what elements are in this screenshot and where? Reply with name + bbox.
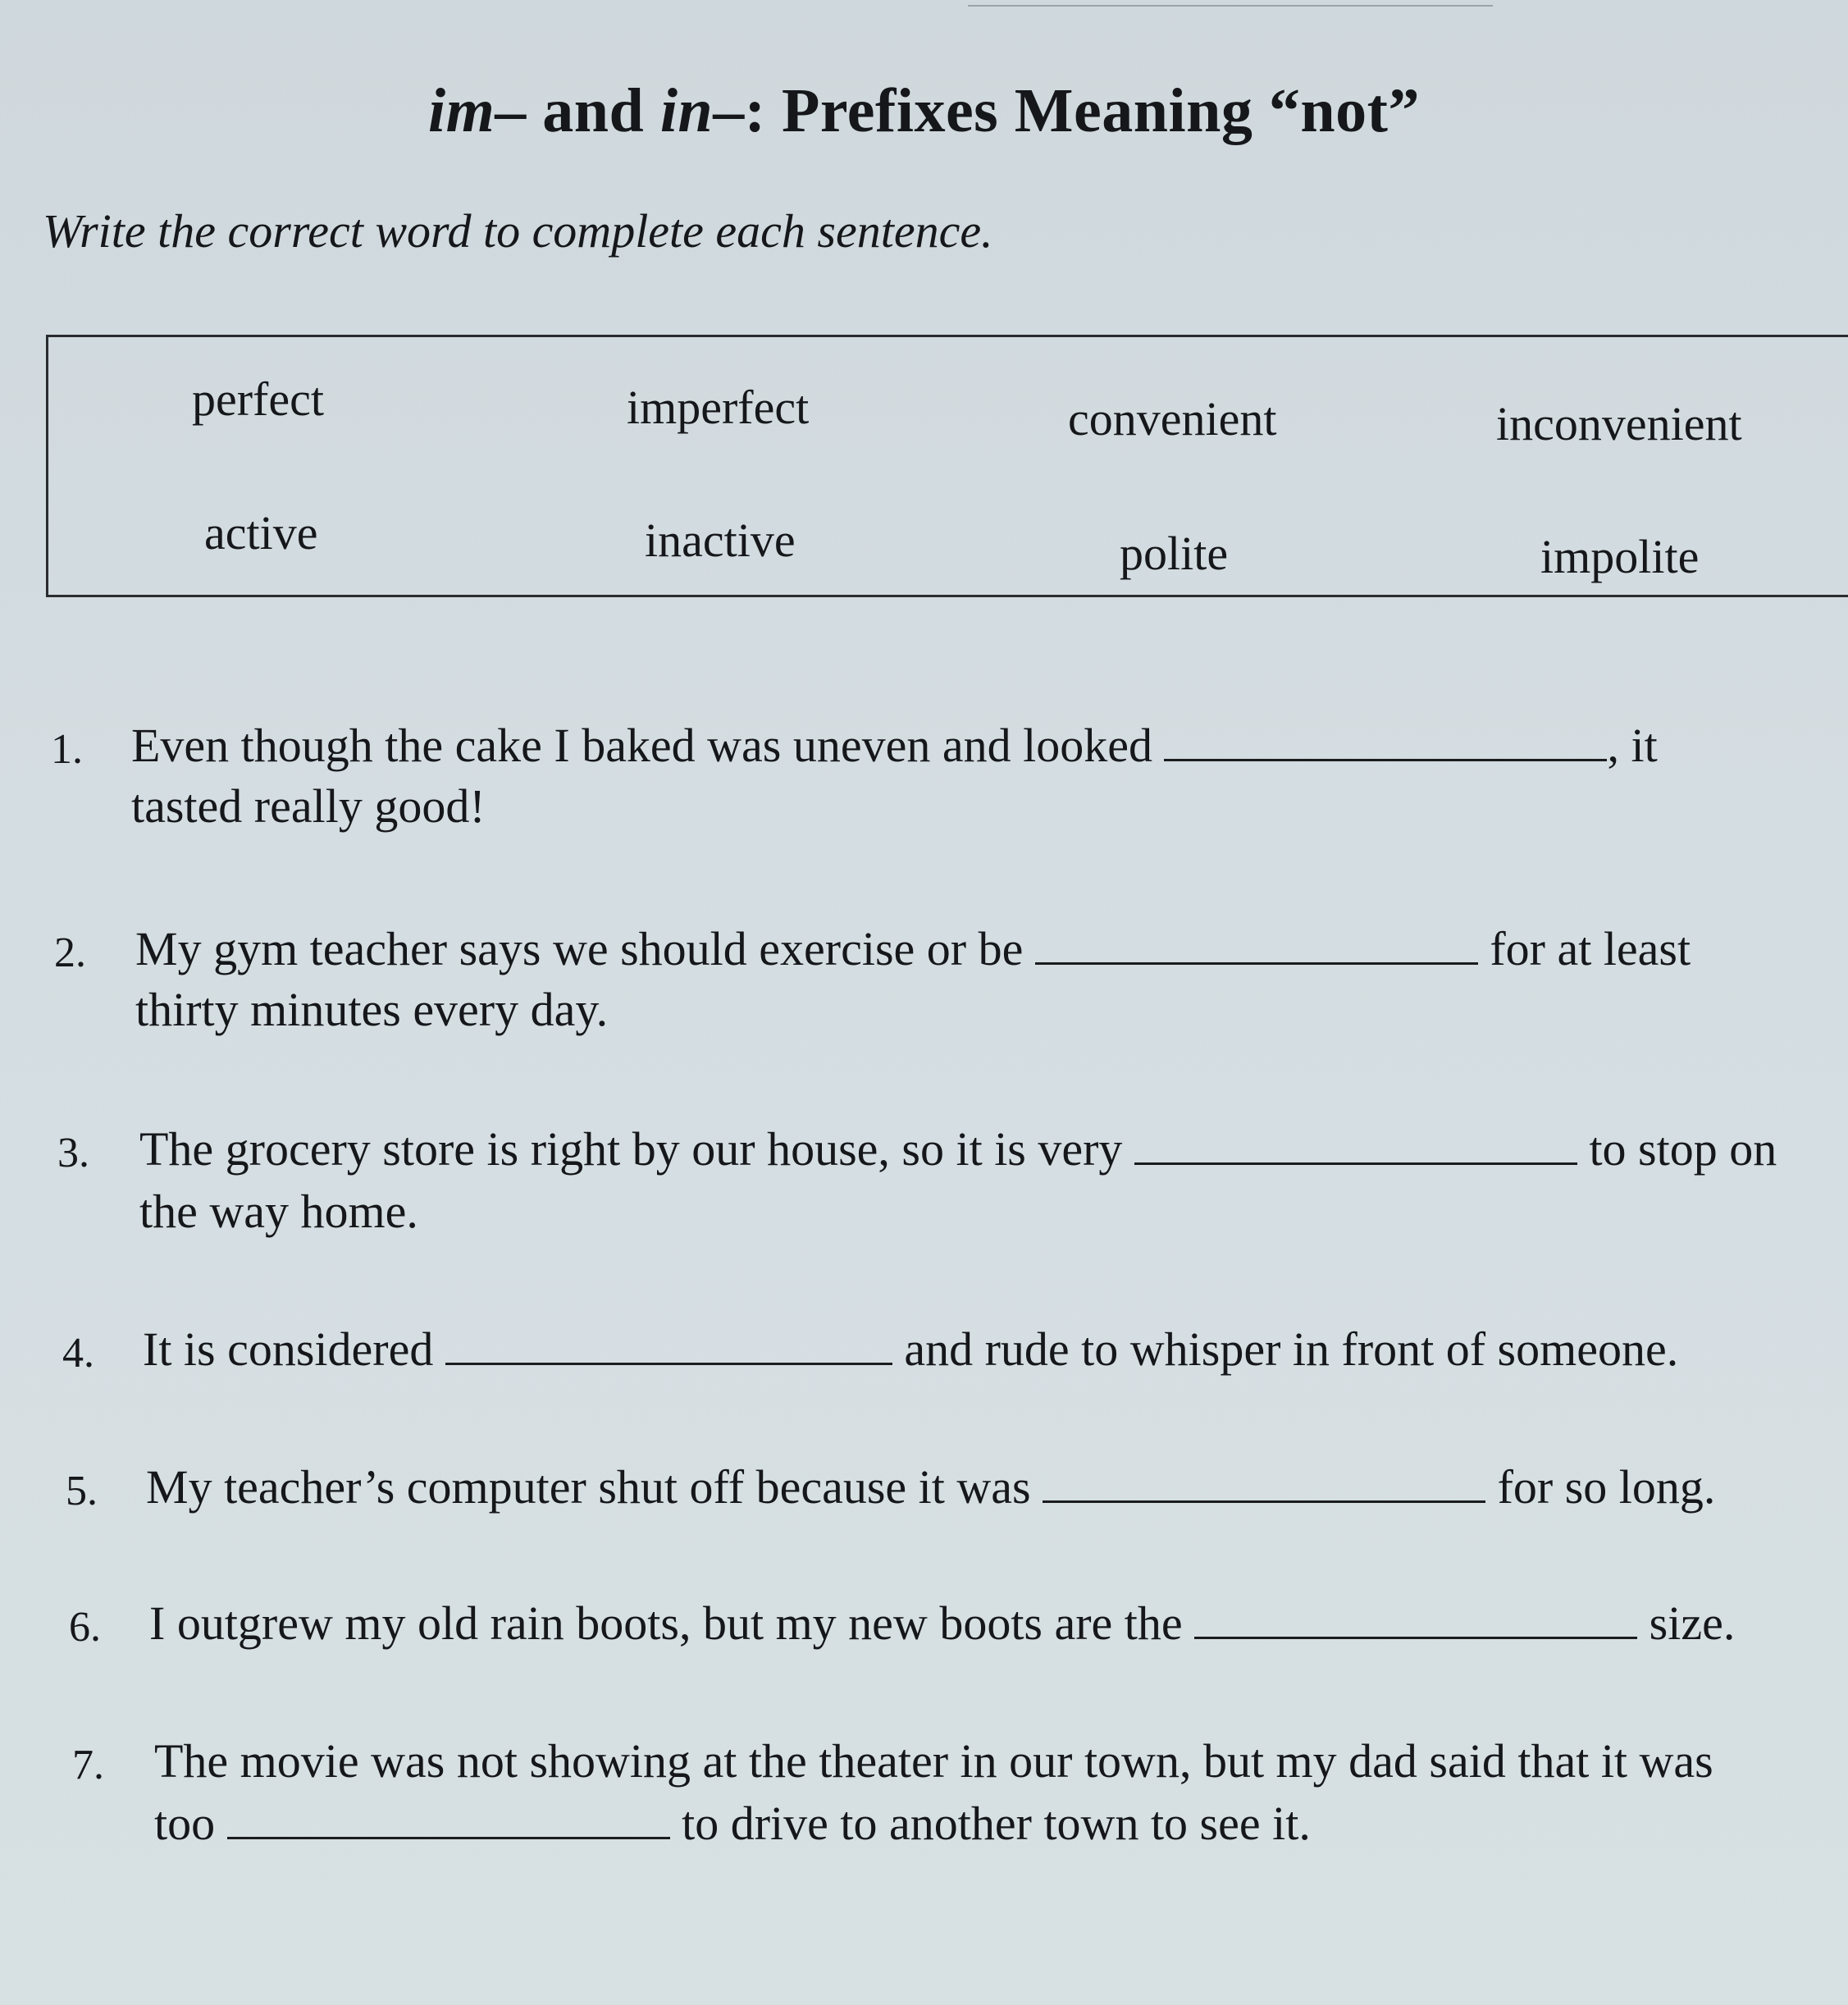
question-number: 1. (51, 726, 83, 773)
question-7-line-1: The movie was not showing at the theater in our town, but my dad said that it was (154, 1734, 1713, 1788)
question-2-text-before: My gym teacher says we should exercise or be (135, 922, 1024, 975)
question-3-text-after: to stop on (1589, 1122, 1777, 1176)
answer-blank-6[interactable] (1194, 1604, 1637, 1639)
question-3-line-2: the way home. (139, 1185, 418, 1238)
question-6-line-1 (149, 1593, 1735, 1654)
question-4-line-1 (143, 1319, 1678, 1380)
word-bank-item: imperfect (627, 381, 810, 434)
question-7-text-after: to drive to another town to see it. (682, 1797, 1311, 1850)
answer-blank-5[interactable] (1043, 1468, 1485, 1503)
word-bank-item: impolite (1540, 530, 1700, 583)
word-bank-item: perfect (192, 372, 324, 426)
question-number: 4. (62, 1330, 94, 1377)
answer-blank-2[interactable] (1035, 929, 1478, 965)
question-4-text-before: It is considered (143, 1322, 434, 1376)
title-and: – and (495, 76, 660, 145)
question-number: 6. (69, 1604, 101, 1651)
question-6-text-after: size. (1649, 1596, 1736, 1650)
title-prefix-im: im (428, 76, 495, 145)
word-bank-item: inconvenient (1496, 397, 1742, 450)
instruction: Write the correct word to complete each sentence. (43, 204, 993, 258)
question-1-text-before: Even though the cake I baked was uneven and looked (131, 719, 1152, 772)
word-bank-item: convenient (1068, 392, 1277, 445)
question-2-line-2: thirty minutes every day. (135, 983, 609, 1036)
question-number: 7. (72, 1742, 104, 1788)
question-1-text-after: , it (1607, 719, 1658, 772)
question-number: 2. (54, 929, 86, 976)
page-title (0, 75, 1848, 147)
question-1-line-2: tasted really good! (131, 779, 486, 833)
question-3-text-before: The grocery store is right by our house, so it is very (139, 1122, 1123, 1176)
word-bank-box (46, 335, 1848, 597)
question-number: 3. (57, 1130, 89, 1176)
answer-blank-4[interactable] (445, 1330, 892, 1365)
title-rest: –: Prefixes Meaning “not” (713, 76, 1420, 145)
question-6-text-before: I outgrew my old rain boots, but my new boots are the (149, 1596, 1183, 1650)
word-bank-item: active (204, 506, 318, 559)
word-bank-item: inactive (645, 514, 796, 567)
word-bank-item: polite (1120, 527, 1229, 580)
question-2-line-1 (135, 919, 1691, 980)
question-number: 5. (66, 1468, 98, 1514)
question-5-line-1 (146, 1457, 1715, 1518)
question-3-line-1 (139, 1119, 1777, 1180)
question-5-text-before: My teacher’s computer shut off because it was (146, 1460, 1031, 1514)
question-4-text-after: and rude to whisper in front of someone. (904, 1322, 1679, 1376)
answer-blank-3[interactable] (1134, 1130, 1577, 1165)
question-7-line-2 (154, 1793, 1311, 1854)
answer-blank-1[interactable] (1164, 726, 1607, 761)
answer-blank-7[interactable] (227, 1804, 670, 1839)
question-5-text-after: for so long. (1497, 1460, 1716, 1514)
top-rule (968, 5, 1493, 7)
question-7-text-before: too (154, 1797, 216, 1850)
title-prefix-in: in (659, 76, 714, 145)
question-2-text-after: for at least (1490, 922, 1691, 975)
question-1-line-1 (131, 715, 1658, 776)
